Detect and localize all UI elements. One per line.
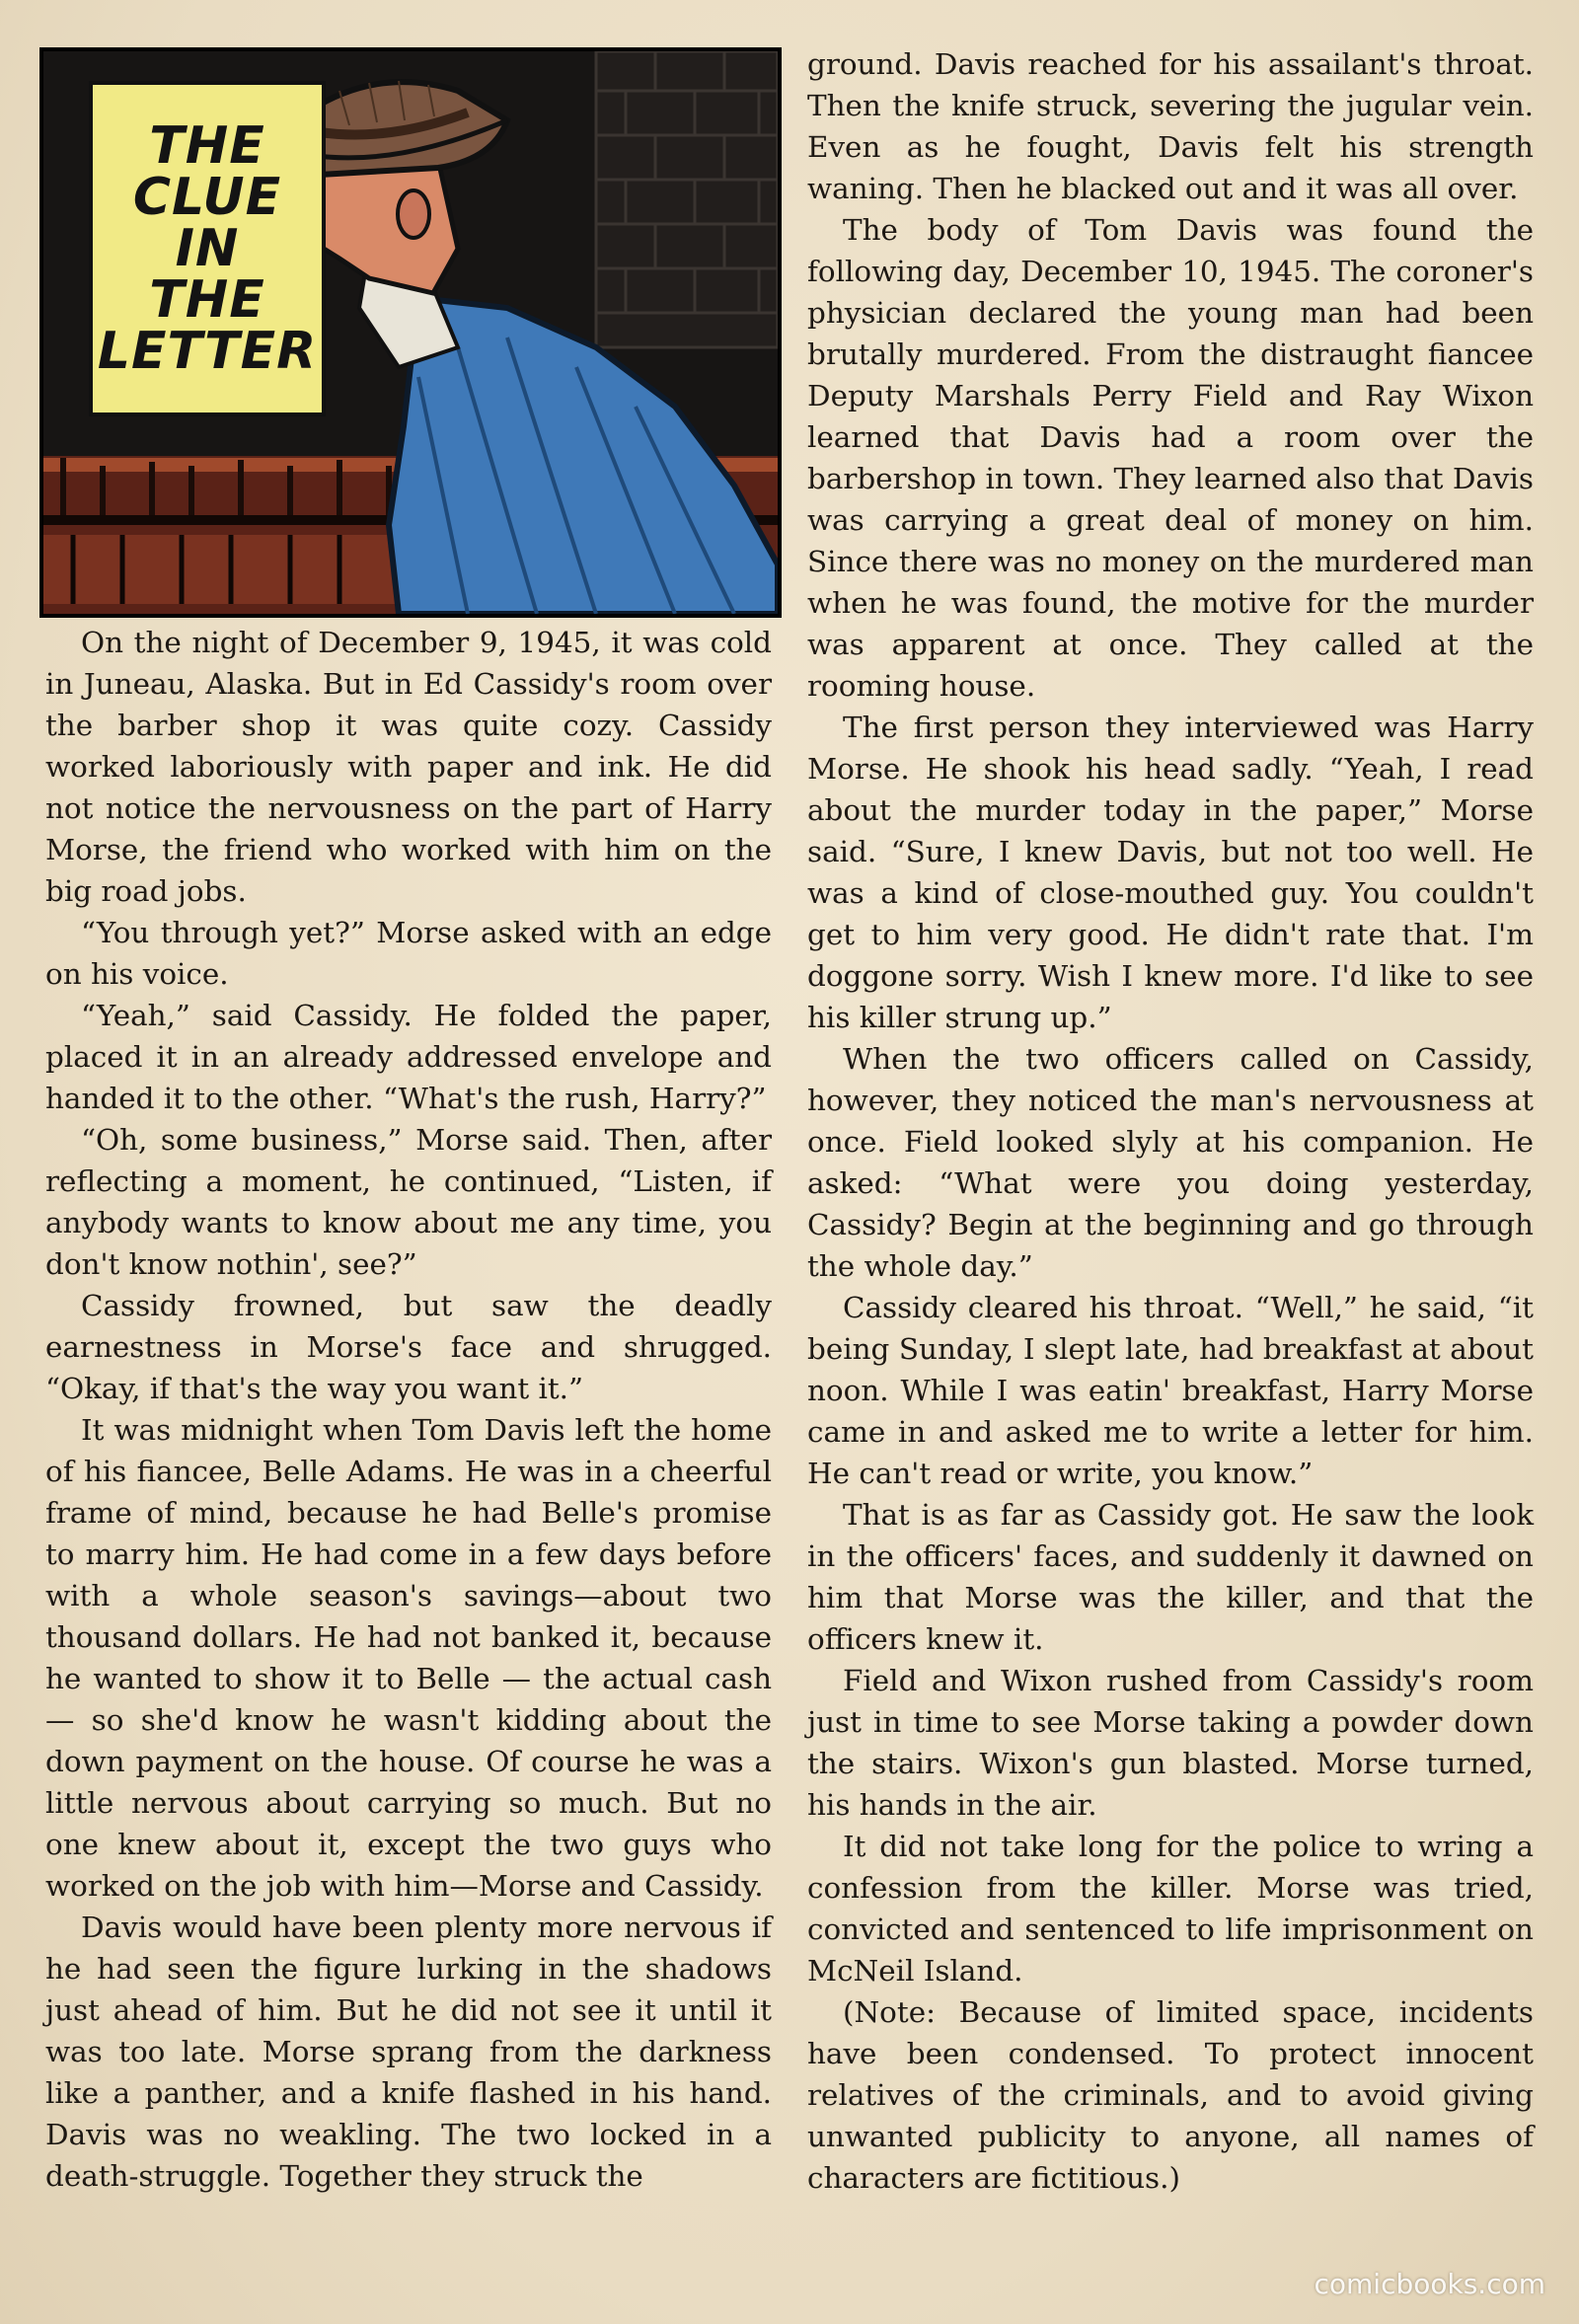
brick-wall: [596, 51, 778, 347]
story-title-line: CLUE: [132, 168, 282, 227]
story-title-line: THE: [149, 270, 265, 330]
story-paragraph: It did not take long for the police to wring a confession from the killer. Morse was tried, convicted and sentenced to life imprisonment on McNeil Island.: [807, 1830, 1534, 1987]
left-text-column: [45, 622, 772, 2197]
story-paragraph: Cassidy cleared his throat. “Well,” he said, “it being Sunday, I slept late, had breakfast at about noon. While I was eatin' breakfast, Harry Morse came in and asked me to write a letter for him. He can't read or write, you know.”: [807, 1291, 1534, 1490]
story-paragraph: “Oh, some business,” Morse said. Then, after reflecting a moment, he continued, “Listen, if anybody wants to know about me any time, you don't know nothin', see?”: [45, 1123, 772, 1281]
story-paragraph: (Note: Because of limited space, incidents have been condensed. To protect innocent relatives of the criminals, and to avoid giving unwanted publicity to anyone, all names of characters are fictitious.): [807, 1995, 1534, 2195]
site-watermark: comicbooks.com: [1314, 2268, 1545, 2300]
story-paragraph: The first person they interviewed was Harry Morse. He shook his head sadly. “Yeah, I read about the murder today in the paper,” Morse said. “Sure, I knew Davis, but not too well. He was a kind of close-mouthed guy. You couldn't get to him very good. He didn't rate that. I'm doggone sorry. Wish I knew more. I'd like to see his killer strung up.”: [807, 711, 1534, 1034]
story-paragraph: That is as far as Cassidy got. He saw the look in the officers' faces, and suddenly it dawned on him that Morse was the killer, and that the officers knew it.: [807, 1498, 1534, 1656]
story-paragraph: “Yeah,” said Cassidy. He folded the paper, placed it in an already addressed envelope and handed it to the other. “What's the rush, Harry?”: [45, 999, 772, 1115]
story-title-line: IN: [175, 219, 240, 278]
story-paragraph: The body of Tom Davis was found the following day, December 10, 1945. The coroner's physician declared the young man had been brutally murdered. From the distraught fiancee Deputy Marshals Perry Field and Ray Wixon learned that Davis had a room over the barbershop in town. They learned also that Davis was carrying a great deal of money on him. Since there was no money on the murdered man when he was found, the motive for the murder was apparent at once. They called at the rooming house.: [807, 213, 1534, 703]
story-paragraph: When the two officers called on Cassidy, however, they noticed the man's nervousness at once. Field looked slyly at his companion. He asked: “What were you doing yesterday, Cassidy? Begin at the beginning and go through the whole day.”: [807, 1042, 1534, 1283]
story-title-line: THE: [149, 116, 265, 176]
story-title-box: [89, 81, 326, 416]
story-paragraph: On the night of December 9, 1945, it was cold in Juneau, Alaska. But in Ed Cassidy's room over the barber shop it was quite cozy. Cassidy worked laboriously with paper and ink. He did not notice the nervousness on the part of Harry Morse, the friend who worked with him on the big road jobs.: [45, 626, 772, 908]
story-paragraph: Field and Wixon rushed from Cassidy's room just in time to see Morse taking a powder down the stairs. Wixon's gun blasted. Morse turned, his hands in the air.: [807, 1664, 1534, 1822]
story-paragraph-continued: ground. Davis reached for his assailant's throat. Then the knife struck, severing the jugular vein. Even as he fought, Davis felt his strength waning. Then he blacked out and it was all over.: [807, 47, 1534, 205]
story-title-line: LETTER: [97, 322, 318, 381]
story-paragraph: Davis would have been plenty more nervous if he had seen the figure lurking in the shadows just ahead of him. But he did not see it until it was too late. Morse sprang from the darkness like a panther, and a knife flashed in his hand. Davis was no weakling. The two locked in a death-struggle. Together they struck the: [45, 1911, 772, 2193]
story-paragraph: “You through yet?” Morse asked with an edge on his voice.: [45, 916, 772, 991]
story-paragraph: It was midnight when Tom Davis left the home of his fiancee, Belle Adams. He was in a cheerful frame of mind, because he had Belle's promise to marry him. He had come in a few days before with a whole season's savings—about two thousand dollars. He had not banked it, because he wanted to show it to Belle — the actual cash — so she'd know he wasn't kidding about the down payment on the house. Of course he was a little nervous about carrying so much. But no one knew about it, except the two guys who worked on the job with him—Morse and Cassidy.: [45, 1413, 772, 1903]
story-illustration: [39, 47, 782, 618]
story-paragraph: Cassidy frowned, but saw the deadly earnestness in Morse's face and shrugged. “Okay, if that's the way you want it.”: [45, 1289, 772, 1405]
right-text-column: [807, 43, 1534, 2199]
